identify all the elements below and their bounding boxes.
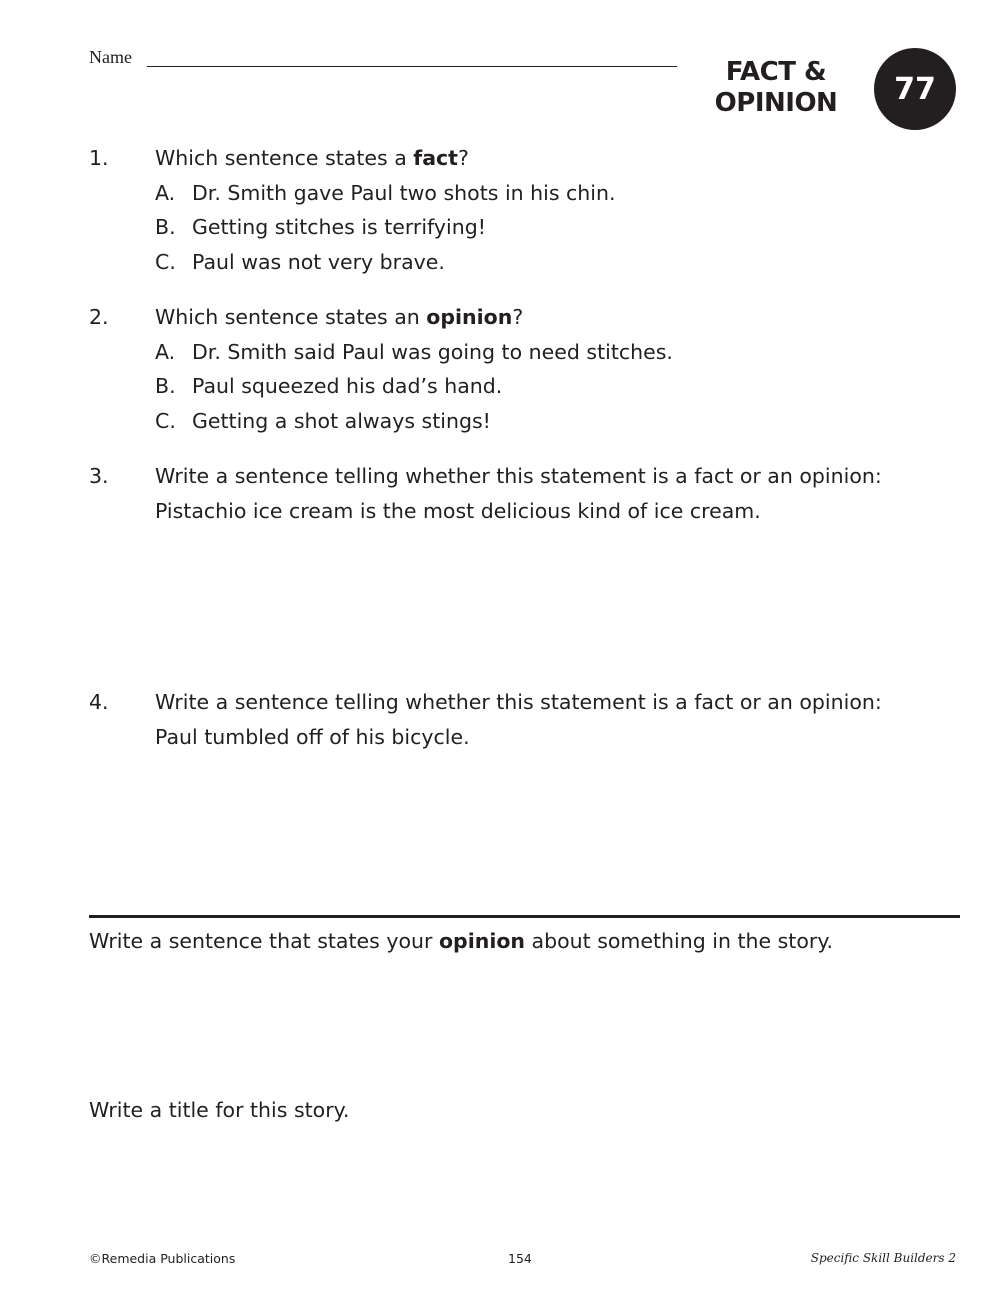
question-prompt: Write a sentence telling whether this statement is a fact or an opinion:: [155, 690, 882, 714]
question-number: 4.: [89, 690, 109, 714]
opinion-prompt: Write a sentence that states your opinion about something in the story.: [89, 929, 834, 953]
question-4: [89, 685, 969, 754]
question-prompt: Which sentence states a fact?: [155, 146, 469, 170]
question-prompt: Write a sentence telling whether this statement is a fact or an opinion:: [155, 464, 882, 488]
footer-publisher: ©Remedia Publications: [89, 1251, 236, 1266]
title-line-1: FACT &: [725, 57, 827, 87]
title-line-2: OPINION: [714, 88, 838, 118]
option-b: B. Getting stitches is terrifying!: [155, 215, 486, 239]
option-c: C. Paul was not very brave.: [155, 249, 445, 274]
question-prompt: Which sentence states an opinion?: [155, 305, 524, 329]
question-number: 2.: [89, 305, 109, 329]
question-number: 1.: [89, 146, 109, 170]
option-c: C. Getting a shot always stings!: [155, 408, 491, 433]
worksheet-title: [706, 57, 846, 119]
option-a: A. Dr. Smith said Paul was going to need stitches.: [155, 339, 673, 364]
question-1: [89, 141, 969, 279]
question-statement: Pistachio ice cream is the most delicious kind of ice cream.: [155, 498, 761, 523]
footer-series: Specific Skill Builders 2: [810, 1251, 956, 1265]
option-a: A. Dr. Smith gave Paul two shots in his chin.: [155, 180, 616, 205]
option-b: B. Paul squeezed his dad’s hand.: [155, 374, 503, 398]
name-line: [147, 66, 677, 67]
name-label: Name: [89, 47, 132, 67]
page-badge: 77: [874, 48, 956, 130]
question-number: 3.: [89, 464, 109, 488]
question-2: [89, 300, 969, 438]
title-prompt: Write a title for this story.: [89, 1098, 350, 1122]
footer-page-number: 154: [508, 1251, 532, 1266]
question-3: [89, 459, 969, 528]
section-divider: [89, 915, 960, 918]
question-statement: Paul tumbled off of his bicycle.: [155, 724, 470, 749]
